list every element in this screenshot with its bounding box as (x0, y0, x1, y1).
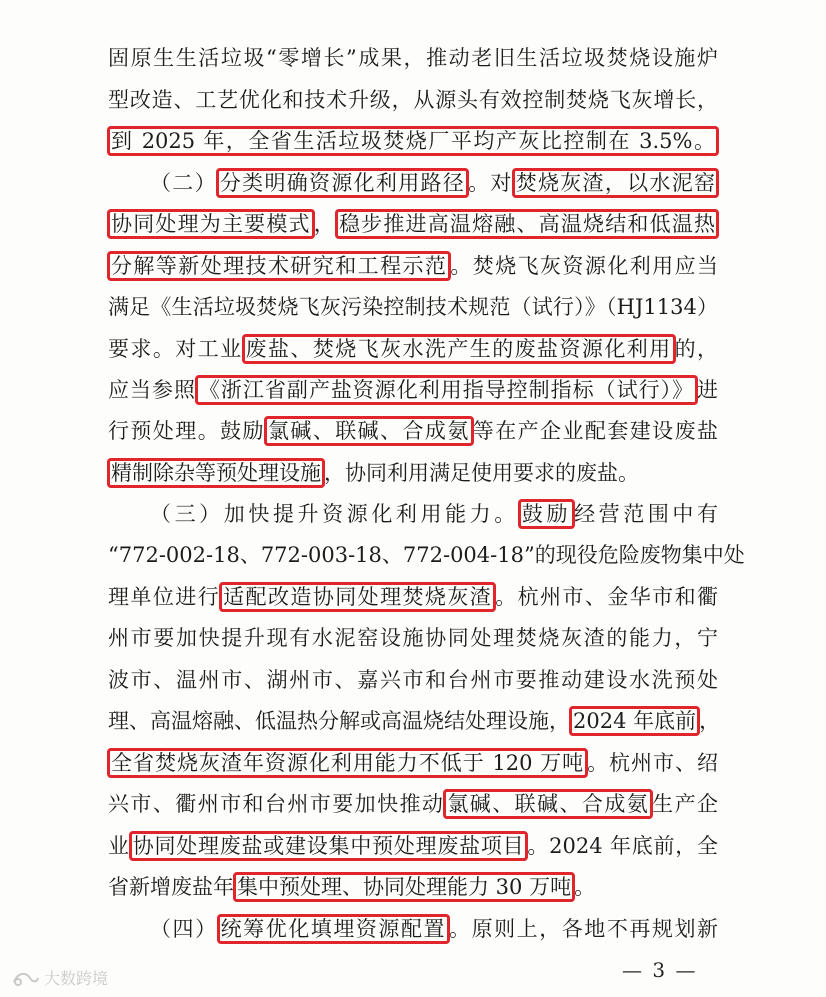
text-segment: 满足《生活垃圾焚烧飞灰污染控制技术规范（试行）》（HJ1134） (108, 295, 718, 319)
text-segment: 要求。对工业 (108, 337, 243, 361)
highlight-box: 精制除杂等预处理设施 (107, 458, 325, 488)
text-line (108, 453, 718, 493)
text-segment: 波市、温州市、湖州市、嘉兴市和台州市要推动建设水洗预处 (108, 668, 718, 692)
highlight-box: 稳步推进高温熔融、高温烧结和低温热 (335, 209, 719, 239)
text-segment: 。2024 年底前，全 (527, 834, 719, 858)
text-line (108, 370, 718, 410)
page-number: — 3 — (622, 958, 698, 982)
text-segment: 兴市、衢州市和台州市要加快推动 (108, 792, 445, 816)
text-line (108, 80, 718, 120)
text-line (108, 701, 721, 741)
text-segment: 等在产企业配套建设废盐 (472, 419, 719, 443)
highlight-box: 适配改造协同处理焚烧灰渣 (219, 582, 496, 612)
highlight-box: 集中预处理、协同处理能力 30 万吨 (233, 872, 575, 902)
text-line (108, 618, 718, 658)
text-segment: 生产企 (652, 792, 719, 816)
text-line (108, 743, 718, 783)
text-segment: 固原生生活垃圾“零增长”成果，推动老旧生活垃圾焚烧设施炉 (108, 46, 718, 70)
highlight-box: 协同处理为主要模式 (107, 209, 315, 239)
text-line (108, 867, 718, 907)
highlight-box: 分解等新处理技术研究和工程示范 (107, 251, 451, 281)
text-line (108, 784, 718, 824)
text-segment: ，协同利用满足使用要求的废盐。 (324, 461, 639, 485)
text-segment: 。杭州市、绍 (587, 751, 718, 775)
highlight-box: 焚烧灰渣，以水泥窑 (512, 168, 719, 198)
highlight-box: 全省焚烧灰渣年资源化利用能力不低于 120 万吨 (107, 748, 588, 778)
text-segment: 理单位进行 (108, 585, 221, 609)
text-segment: 经营范围中有 (574, 502, 719, 526)
highlight-box: 到 2025 年，全省生活垃圾焚烧厂平均产灰比控制在 3.5%。 (107, 126, 719, 156)
text-segment: 进 (697, 378, 719, 402)
text-line (150, 494, 718, 534)
text-line (108, 577, 718, 617)
text-segment: 理、高温熔融、低温热分解或高温烧结处理设施， (108, 709, 570, 733)
text-segment: ， (313, 212, 336, 236)
text-segment: 的， (674, 337, 719, 361)
text-segment: ， (699, 709, 721, 733)
text-line (108, 246, 718, 286)
text-line (108, 287, 718, 327)
text-segment: 。 (574, 875, 596, 899)
text-segment: 。杭州市、金华市和衢 (495, 585, 719, 609)
text-segment: 。原则上，各地不再规划新 (449, 917, 719, 941)
text-segment: （四） (150, 917, 218, 941)
highlight-box: 统筹优化填埋资源配置 (217, 914, 450, 944)
watermark-logo-icon (10, 968, 40, 988)
text-segment: 。对 (468, 171, 513, 195)
text-line (150, 163, 718, 203)
text-segment: （二） (150, 171, 217, 195)
text-line (108, 329, 718, 369)
highlight-box: 废盐、焚烧飞灰水洗产生的废盐资源化利用 (242, 334, 676, 364)
watermark (10, 966, 108, 989)
text-segment: 型改造、工艺优化和技术升级，从源头有效控制焚烧飞灰增长， (108, 88, 718, 112)
text-segment: 省新增废盐年 (108, 875, 234, 899)
text-segment: （三）加快提升资源化利用能力。 (150, 502, 519, 526)
text-segment: 。焚烧飞灰资源化利用应当 (450, 254, 719, 278)
watermark-text: 大数跨境 (44, 969, 109, 988)
text-segment: 应当参照 (108, 378, 196, 402)
text-line (108, 535, 745, 575)
text-line (108, 204, 718, 244)
text-segment: 行预处理。鼓励 (108, 419, 265, 443)
text-line (108, 38, 718, 78)
text-line (150, 909, 718, 949)
highlight-box: 2024 年底前 (569, 706, 700, 736)
highlight-box: 《浙江省副产盐资源化利用指导控制指标（试行）》 (195, 375, 698, 405)
highlight-box: 氯碱、联碱、合成氨 (443, 789, 653, 819)
highlight-box: 分类明确资源化利用路径 (216, 168, 469, 198)
text-segment: 州市要加快提升现有水泥窑设施协同处理焚烧灰渣的能力，宁 (108, 626, 718, 650)
text-segment: 业 (108, 834, 130, 858)
text-line (108, 121, 718, 161)
highlight-box: 鼓励 (518, 499, 575, 529)
text-line (108, 660, 718, 700)
text-segment: “772-002-18、772-003-18、772-004-18”的现役危险废物集中处 (108, 543, 745, 567)
highlight-box: 氯碱、联碱、合成氨 (264, 416, 474, 446)
text-line (108, 826, 718, 866)
text-line (108, 411, 718, 451)
highlight-box: 协同处理废盐或建设集中预处理废盐项目 (129, 831, 529, 861)
